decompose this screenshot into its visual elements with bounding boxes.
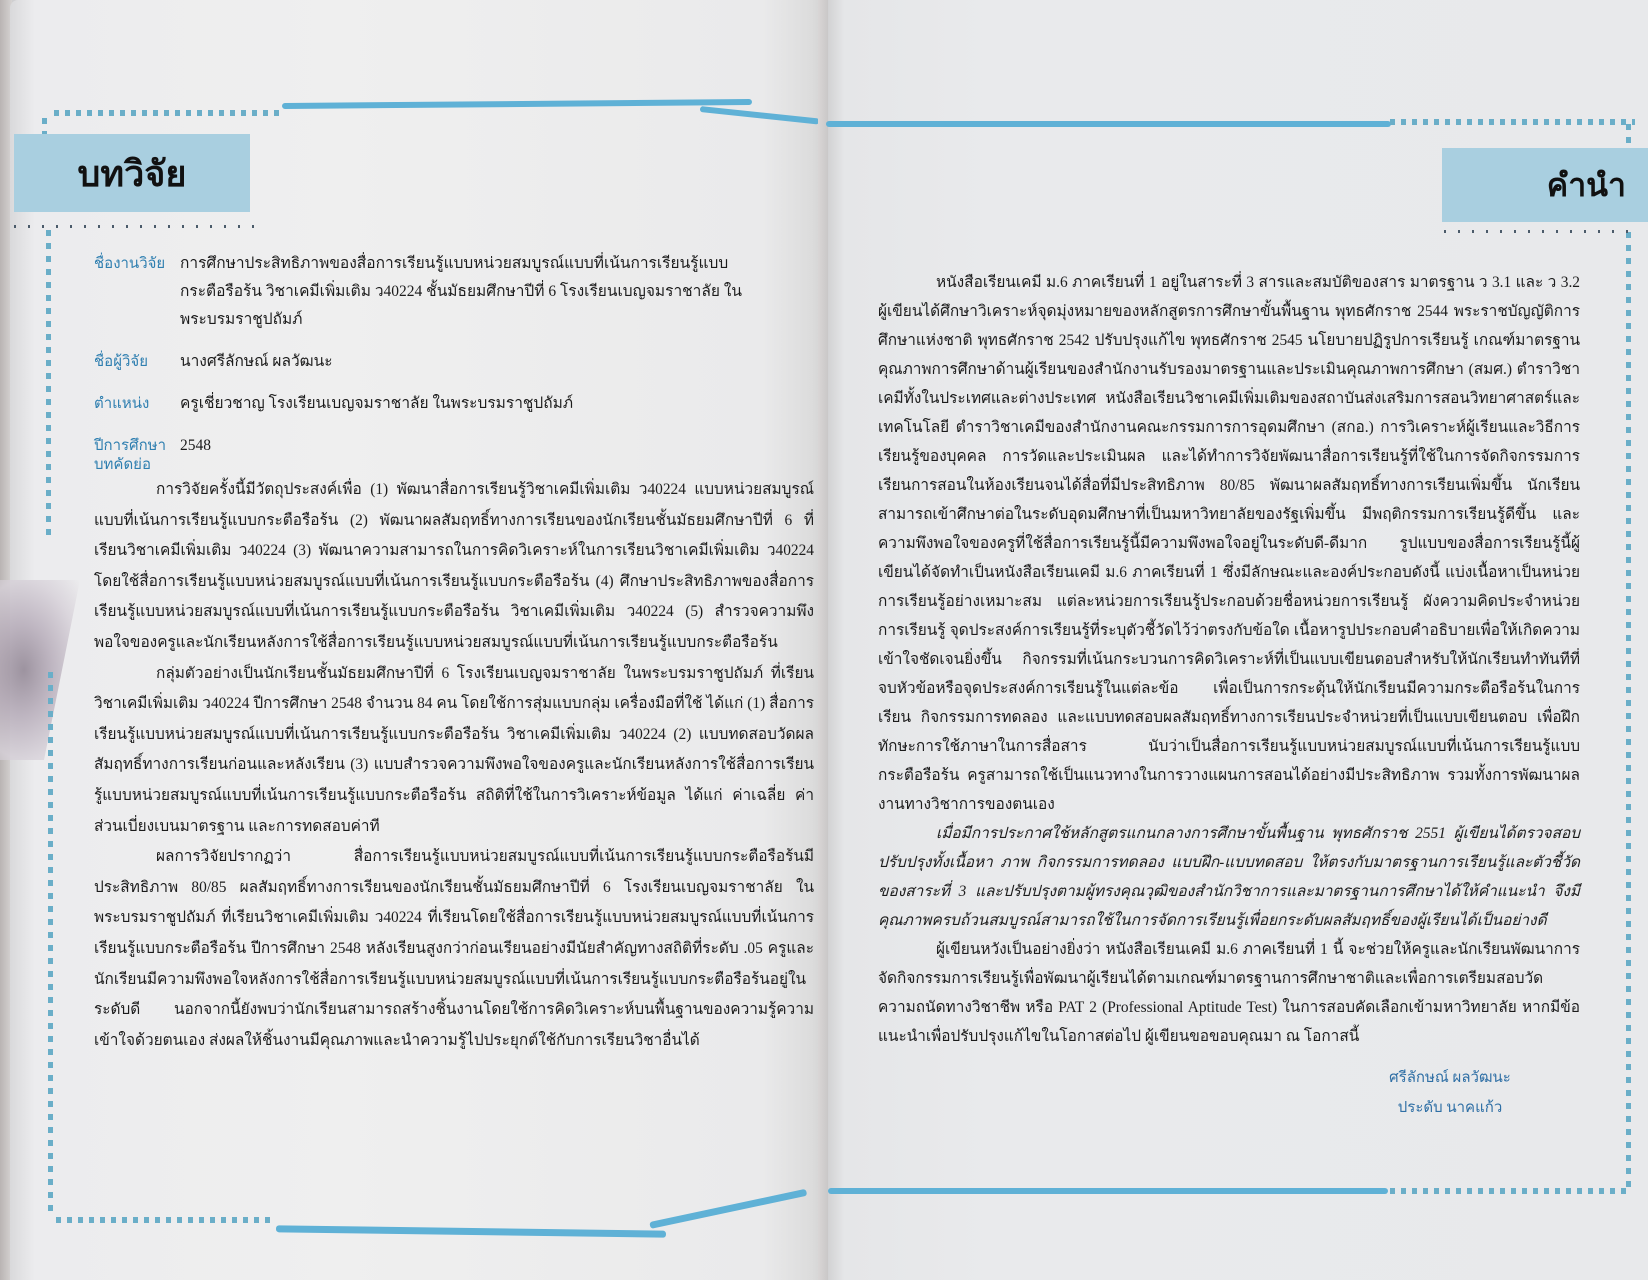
page-title-research: [14, 134, 250, 212]
meta-label: ปีการศึกษา: [94, 438, 166, 454]
border-right-dotted-top: [1626, 124, 1631, 148]
abstract-heading: บทคัดย่อ: [94, 457, 151, 473]
meta-value: 2548: [180, 437, 211, 454]
meta-value: ครูเชี่ยวชาญ โรงเรียนเบญจมราชาลัย ในพระบรมราชูปถัมภ์: [180, 395, 574, 412]
signature-author-2: ประดับ นาคแก้ว: [1397, 1100, 1503, 1116]
meta-value: นางศรีลักษณ์ ผลวัฒนะ: [180, 353, 333, 370]
border-right-dotted: [1626, 232, 1631, 1187]
meta-label: ตำแหน่ง: [94, 396, 150, 412]
show-through-text: [1120, 175, 1131, 210]
abstract-body: [94, 475, 814, 1056]
meta-label: ชื่อผู้วิจัย: [94, 354, 148, 370]
foreword-body: [878, 268, 1580, 1051]
signature-block: [1330, 1063, 1570, 1123]
border-top-line-right: [826, 121, 1391, 127]
title-underline-dots-right: [1444, 230, 1634, 233]
meta-row-year: [94, 432, 794, 460]
border-left-dotted-lower: [48, 672, 53, 1212]
foreword-paragraph: ผู้เขียนหวังเป็นอย่างยิ่งว่า หนังสือเรียนเคมี ม.6 ภาคเรียนที่ 1 นี้ จะช่วยให้ครูและนักเรียนพัฒนาการจัดกิจกรรมการเรียนรู้เพื่อพัฒนาผู้เรียนได้ตามเกณฑ์มาตรฐานการศึกษาชาติและเพื่อการเตรียมสอบวัดความถนัดทางวิชาชีพ หรือ PAT 2 (Professional Aptitude Test) ในการสอบคัดเลือกเข้ามหาวิทยาลัย หากมีข้อแนะนำเพื่อปรับปรุงแก้ไขในโอกาสต่อไป ผู้เขียนขอขอบคุณมา ณ โอกาสนี้: [878, 941, 1580, 1045]
foreword-paragraph: หนังสือเรียนเคมี ม.6 ภาคเรียนที่ 1 อยู่ในสาระที่ 3 สารและสมบัติของสาร มาตรฐาน ว 3.1 และ ว 3.2 ผู้เขียนได้ศึกษาวิเคราะห์จุดมุ่งหมายของหลักสูตรการศึกษาขั้นพื้นฐาน พุทธศักราช 2544 พระราชบัญญัติการศึกษาแห่งชาติ พุทธศักราช 2542 ปรับปรุงแก้ไข พุทธศักราช 2545 นโยบายปฏิรูปการเรียนรู้ เกณฑ์มาตรฐานคุณภาพการศึกษาด้านผู้เรียนของสำนักงานรับรองมาตรฐานและประเมินคุณภาพการศึกษา (สมศ.) ตำราวิชาเคมีทั้งในประเทศและต่างประเทศ หนังสือเรียนวิชาเคมีเพิ่มเติมของสถาบันส่งเสริมการสอนวิทยาศาสตร์และเทคโนโลยี ตำราวิชาเคมีของสำนักงานคณะกรรมการการอุดมศึกษา (สกอ.) การวิเคราะห์ผู้เรียนและวิธีการเรียนรู้ของบุคคล การวัดและประเมินผล และได้ทำการวิจัยพัฒนาสื่อการเรียนรู้ที่ใช้ในการจัดกิจกรรมการเรียนการสอนในห้องเรียนจนได้สื่อที่มีประสิทธิภาพ 80/85 พัฒนาผลสัมฤทธิ์ทางการเรียนเพิ่มขึ้น นักเรียนสามารถเข้าศึกษาต่อในระดับอุดมศึกษาที่เป็นมหาวิทยาลัยของรัฐเพิ่มขึ้น มีพฤติกรรมการเรียนรู้ดีขึ้น และความพึงพอใจของครูที่ใช้สื่อการเรียนรู้นี้มีความพึงพอใจอยู่ในระดับดี-ดีมาก รูปแบบของสื่อการเรียนรู้นี้ผู้เขียนได้จัดทำเป็นหนังสือเรียนเคมี ม.6 ภาคเรียนที่ 1 ซึ่งมีลักษณะและองค์ประกอบดังนี้ แบ่งเนื้อหาเป็นหน่วยการเรียนรู้อย่างเหมาะสม แต่ละหน่วยการเรียนรู้ประกอบด้วยชื่อหน่วยการเรียนรู้ ผังความคิดประจำหน่วยการเรียนรู้ จุดประสงค์การเรียนรู้ที่ระบุตัวชี้วัดไว้ว่าตรงกับข้อใด เนื้อหารูปประกอบคำอธิบายเพื่อให้เกิดความเข้าใจชัดเจนยิ่งขึ้น กิจกรรมที่เน้นกระบวนการคิดวิเคราะห์ที่เป็นแบบเขียนตอบสำหรับให้นักเรียนทำทันทีที่จบหัวข้อหรือจุดประสงค์การเรียนรู้ในแต่ละข้อ เพื่อเป็นการกระตุ้นให้นักเรียนมีความกระตือรือร้นในการเรียน กิจกรรมการทดลอง และแบบทดสอบผลสัมฤทธิ์ทางการเรียนประจำหน่วยที่เป็นแบบเขียนตอบ เพื่อฝึกทักษะการใช้ภาษาในการสื่อสาร นับว่าเป็นสื่อการเรียนรู้แบบหน่วยสมบูรณ์แบบที่เน้นการเรียนรู้แบบกระตือรือร้น ครูสามารถใช้เป็นแนวทางในการวางแผนการสอนได้อย่างมีประสิทธิภาพ รวมทั้งการพัฒนาผลงานทางวิชาการของตนเอง: [878, 274, 1580, 813]
research-meta: [94, 250, 794, 474]
border-bottom-dotted-right: [1390, 1188, 1630, 1194]
page-title-foreword: [1442, 148, 1648, 222]
abstract-paragraph: ผลการวิจัยปรากฏว่า สื่อการเรียนรู้แบบหน่วยสมบูรณ์แบบที่เน้นการเรียนรู้แบบกระตือรือร้นมีประสิทธิภาพ 80/85 ผลสัมฤทธิ์ทางการเรียนของนักเรียนชั้นมัธยมศึกษาปีที่ 6 โรงเรียนเบญจมราชาลัย ในพระบรมราชูปถัมภ์ ที่เรียนวิชาเคมีเพิ่มเติม ว40224 ที่เรียนโดยใช้สื่อการเรียนรู้แบบหน่วยสมบูรณ์แบบที่เน้นการเรียนรู้แบบกระตือรือร้น ปีการศึกษา 2548 หลังเรียนสูงกว่าก่อนเรียนอย่างมีนัยสำคัญทางสถิติที่ระดับ .05 ครูและนักเรียนมีความพึงพอใจหลังการใช้สื่อการเรียนรู้แบบหน่วยสมบูรณ์แบบที่เน้นการเรียนรู้แบบกระตือรือร้นอยู่ในระดับดี นอกจากนี้ยังพบว่านักเรียนสามารถสร้างชิ้นงานโดยใช้การคิดวิเคราะห์บนพื้นฐานของความรู้ความเข้าใจด้วยตนเอง ส่งผลให้ชิ้นงานมีคุณภาพและนำความรู้ไปประยุกต์ใช้กับการเรียนวิชาอื่นได้: [94, 848, 814, 1049]
border-bottom-line-right: [828, 1188, 1388, 1194]
meta-value: การศึกษาประสิทธิภาพของสื่อการเรียนรู้แบบหน่วยสมบูรณ์แบบที่เน้นการเรียนรู้แบบกระตือรือร้น วิชาเคมีเพิ่มเติม ว40224 ชั้นมัธยมศึกษาปีที่ 6 โรงเรียนเบญจมราชาลัย ในพระบรมราชูปถัมภ์: [180, 255, 742, 328]
border-left-dotted: [46, 230, 51, 540]
meta-label: ชื่องานวิจัย: [94, 256, 166, 272]
meta-row-position: [94, 390, 794, 418]
meta-row-author: [94, 348, 794, 376]
meta-row-title: [94, 250, 794, 334]
foreword-title-text: คำนำ: [1546, 165, 1626, 204]
research-title-text: บทวิจัย: [77, 153, 187, 195]
foreword-paragraph-italic: เมื่อมีการประกาศใช้หลักสูตรแกนกลางการศึกษาขั้นพื้นฐาน พุทธศักราช 2551 ผู้เขียนได้ตรวจสอบ ปรับปรุงทั้งเนื้อหา ภาพ กิจกรรมการทดลอง แบบฝึก-แบบทดสอบ ให้ตรงกับมาตรฐานการเรียนรู้และตัวชี้วัดของสาระที่ 3 และปรับปรุงตามผู้ทรงคุณวุฒิของสำนักวิชาการและมาตรฐานการศึกษาได้ให้คำแนะนำ จึงมีคุณภาพครบถ้วนสมบูรณ์สามารถใช้ในการจัดการเรียนรู้เพื่อยกระดับผลสัมฤทธิ์ของผู้เรียนได้เป็นอย่างดี: [878, 825, 1580, 929]
border-top-dotted: [54, 110, 284, 116]
border-bottom-dotted: [56, 1217, 276, 1223]
abstract-paragraph: กลุ่มตัวอย่างเป็นนักเรียนชั้นมัธยมศึกษาปีที่ 6 โรงเรียนเบญจมราชาลัย ในพระบรมราชูปถัมภ์ ที่เรียนวิชาเคมีเพิ่มเติม ว40224 ปีการศึกษา 2548 จำนวน 84 คน โดยใช้การสุ่มแบบกลุ่ม เครื่องมือที่ใช้ ได้แก่ (1) สื่อการเรียนรู้แบบหน่วยสมบูรณ์แบบที่เน้นการเรียนรู้แบบกระตือรือร้น วิชาเคมีเพิ่มเติม ว40224 (2) แบบทดสอบวัดผลสัมฤทธิ์ทางการเรียนก่อนและหลังเรียน (3) แบบสำรวจความพึงพอใจของครูและนักเรียนหลังการใช้สื่อการเรียนรู้แบบหน่วยสมบูรณ์แบบที่เน้นการเรียนรู้แบบกระตือรือร้น สถิติที่ใช้ในการวิเคราะห์ข้อมูล ได้แก่ ค่าเฉลี่ย ค่าส่วนเบี่ยงเบนมาตรฐาน และการทดสอบค่าที: [94, 664, 814, 835]
abstract-paragraph: การวิจัยครั้งนี้มีวัตถุประสงค์เพื่อ (1) พัฒนาสื่อการเรียนรู้วิชาเคมีเพิ่มเติม ว40224 แบบหน่วยสมบูรณ์แบบที่เน้นการเรียนรู้แบบกระตือรือร้น (2) พัฒนาผลสัมฤทธิ์ทางการเรียนของนักเรียนชั้นมัธยมศึกษาปีที่ 6 ที่เรียนวิชาเคมีเพิ่มเติม ว40224 (3) พัฒนาความสามารถในการคิดวิเคราะห์ในการเรียนวิชาเคมีเพิ่มเติม ว40224 โดยใช้สื่อการเรียนรู้แบบหน่วยสมบูรณ์แบบที่เน้นการเรียนรู้แบบกระตือรือร้น (4) ศึกษาประสิทธิภาพของสื่อการเรียนรู้แบบหน่วยสมบูรณ์แบบที่เน้นการเรียนรู้แบบกระตือรือร้น วิชาเคมีเพิ่มเติม ว40224 (5) สำรวจความพึงพอใจของครูและนักเรียนหลังการใช้สื่อการเรียนรู้แบบหน่วยสมบูรณ์แบบที่เน้นการเรียนรู้แบบกระตือรือร้น: [94, 481, 814, 651]
signature-author-1: ศรีลักษณ์ ผลวัฒนะ: [1389, 1070, 1511, 1086]
border-top-dotted-right: [1390, 119, 1635, 125]
title-underline-dots: [14, 225, 254, 228]
